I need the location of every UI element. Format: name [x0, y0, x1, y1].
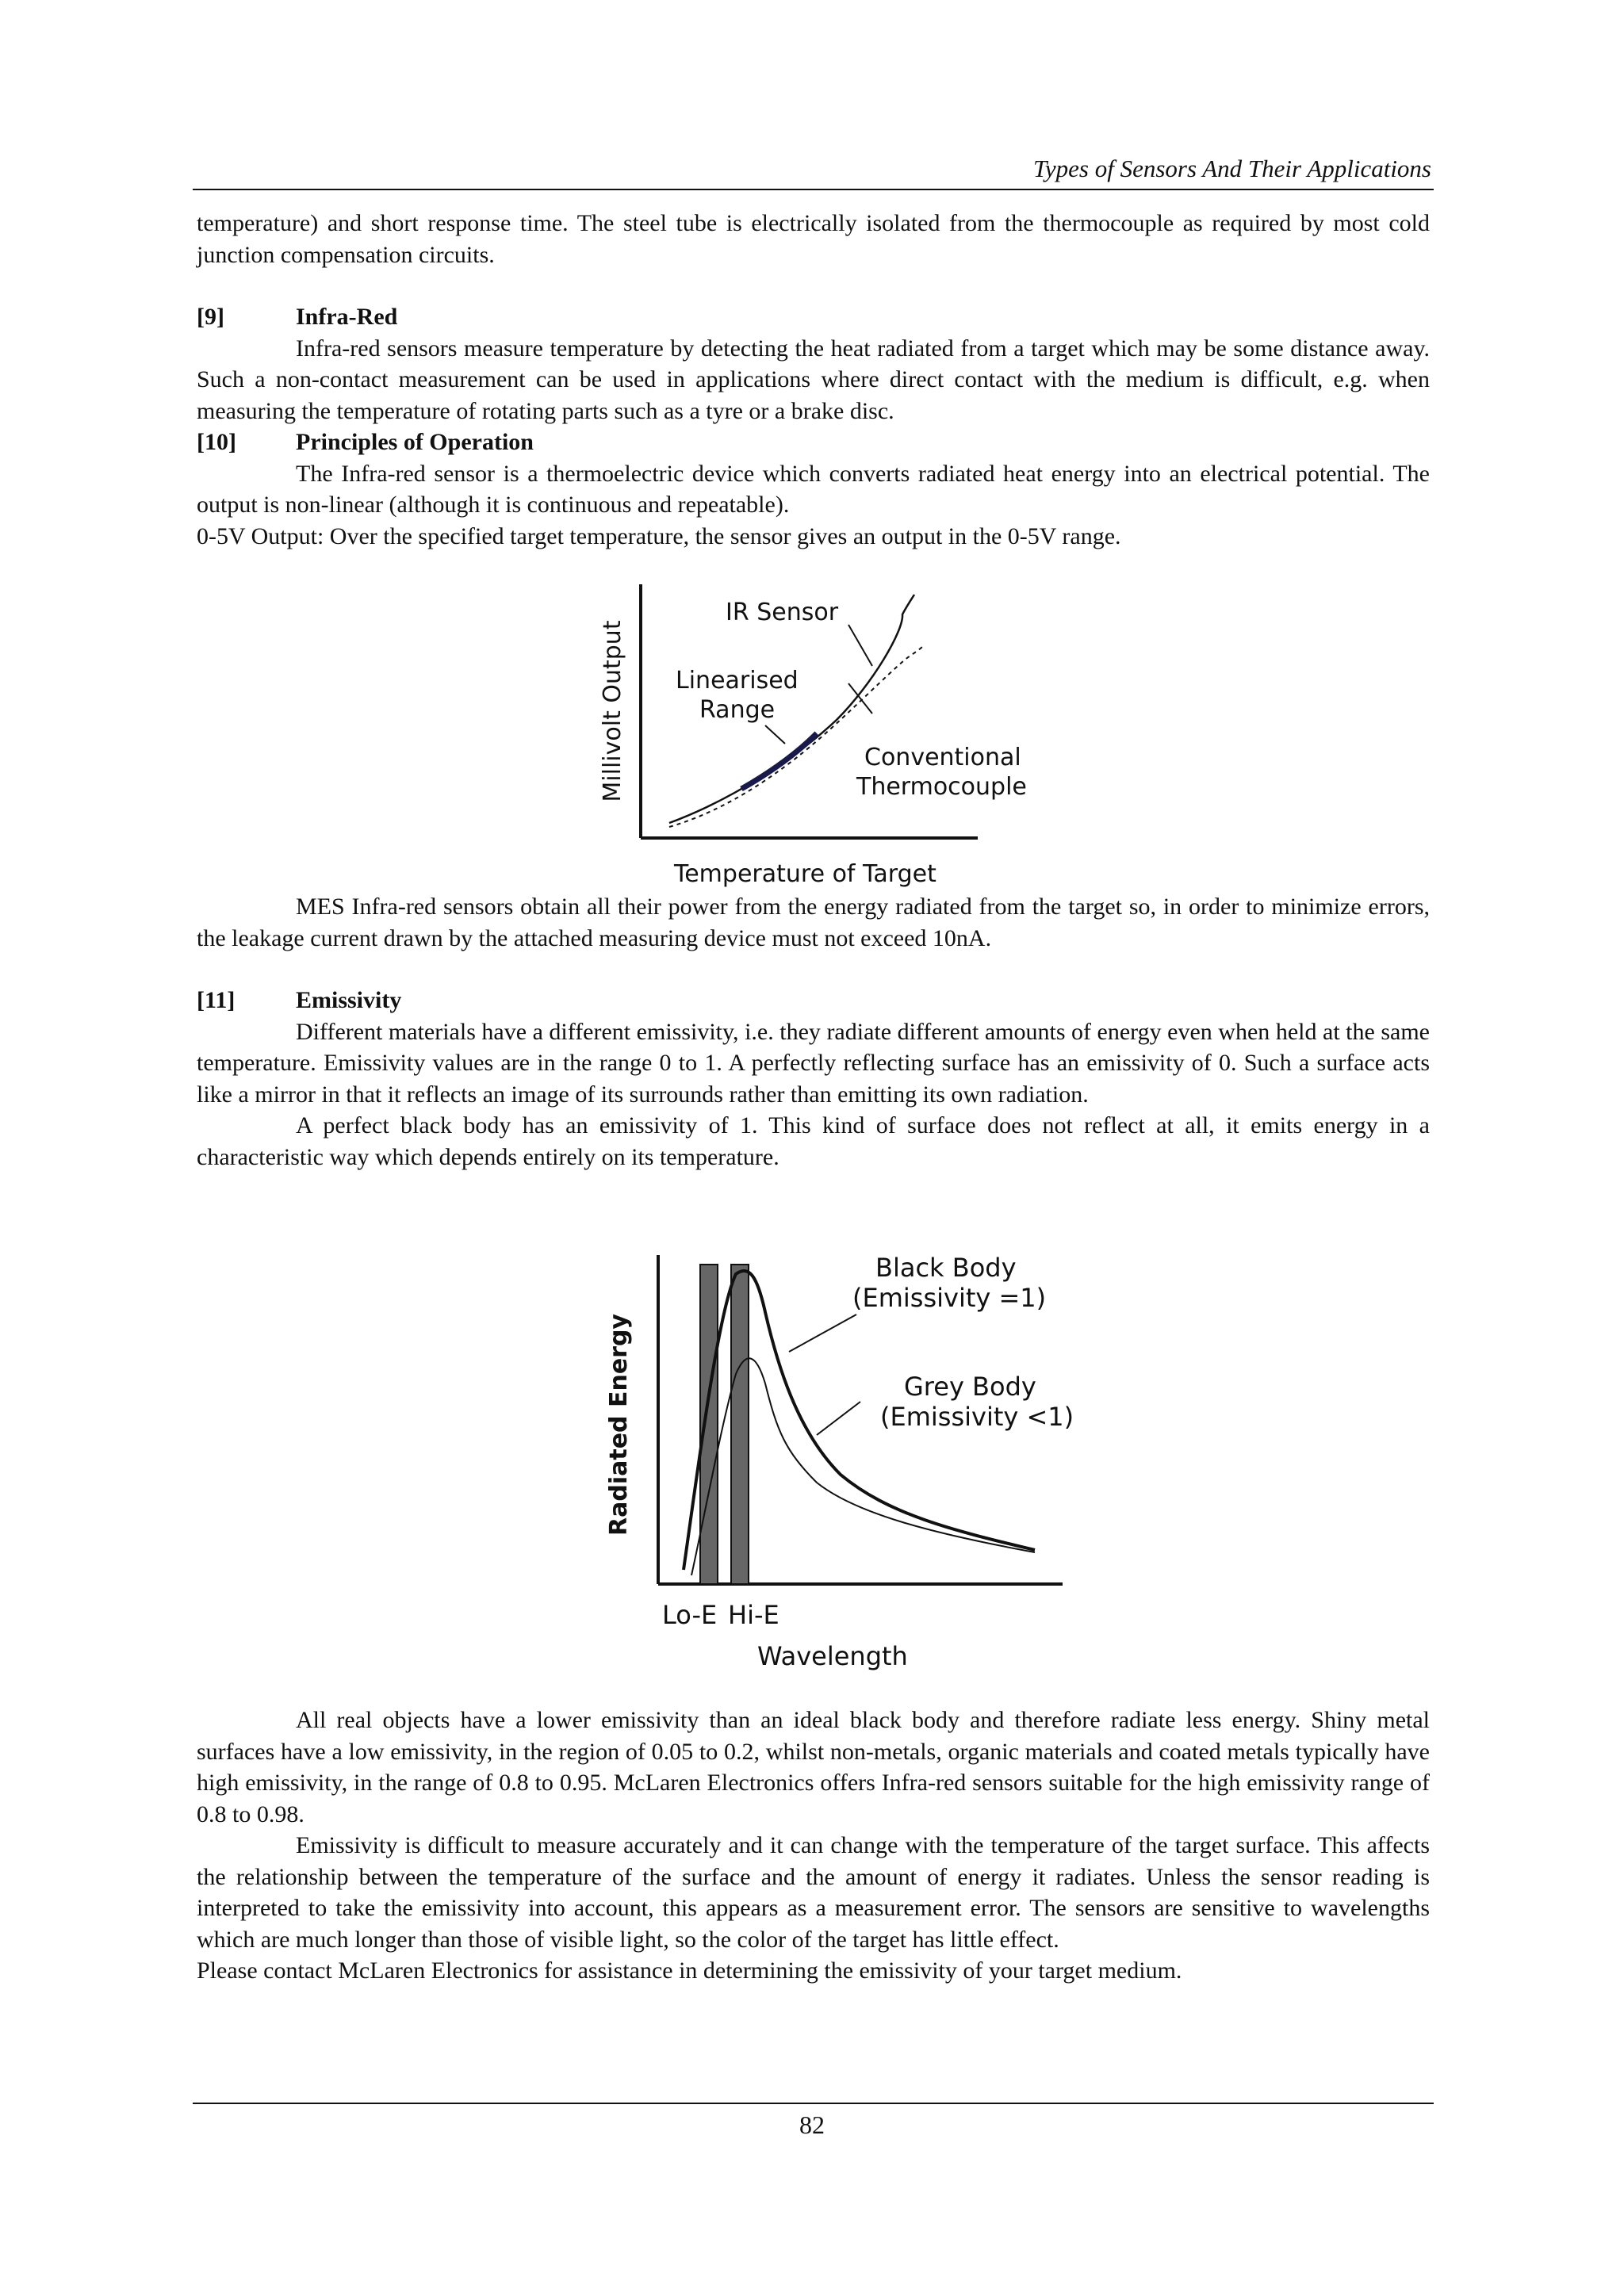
real-objects-paragraph: All real objects have a lower emissivity than an ideal black body and therefore radiate less energy. Shiny metal surfaces have a low emissivity, in the region of 0.05 to 0.2, whilst non-metals, organic materials and coated metals typically have high emissivity, in the range of 0.8 to 0.95. McLaren Electronics offers Infra-red sensors suitable for the high emissivity range of 0.8 to 0.98. [197, 1707, 1430, 1827]
ir-sensor-pointer [848, 625, 872, 666]
linearised-label-line1: Linearised [676, 667, 799, 695]
page-number: 82 [799, 2110, 825, 2139]
contact-line: Please contact McLaren Electronics for assistance in determining the emissivity of your target medium. [197, 1957, 1182, 1984]
conventional-pointer [848, 683, 872, 714]
header-rule [193, 189, 1434, 190]
linearised-range-segment [741, 733, 817, 789]
output-line: 0-5V Output: Over the specified target temperature, the sensor gives an output in the 0-5V range. [197, 522, 1121, 549]
emissivity-body-2: A perfect black body has an emissivity of 1. This kind of surface does not reflect at all, it emits energy in a characteristic way which depends entirely on its temperature. [197, 1112, 1430, 1170]
section-title: Principles of Operation [296, 429, 534, 455]
x-axis-label: Temperature of Target [674, 860, 936, 888]
section-number: [10] [197, 429, 236, 455]
linearised-pointer [765, 725, 785, 744]
footer-rule [193, 2103, 1434, 2104]
y-axis-label: Radiated Energy [605, 1314, 633, 1536]
black-body-label-line2: (Emissivity =1) [852, 1283, 1047, 1313]
section-title: Emissivity [296, 987, 402, 1013]
difficulty-paragraph: Emissivity is difficult to measure accurately and it can change with the temperature of the target surface. This affects the relationship between the temperature of the surface and the amount of energy it radiates. Unless the sensor reading is interpreted to take the emissivity into account, this appears as a measurement error. The sensors are sensitive to wavelengths which are much longer than those of visible light, so the color of the target has little effect. [197, 1832, 1430, 1953]
ir-sensor-label: IR Sensor [726, 599, 839, 626]
conventional-label-line1: Conventional [864, 744, 1021, 771]
conventional-label-line2: Thermocouple [856, 773, 1027, 801]
linearised-label-line2: Range [699, 696, 776, 724]
section-heading-principles [197, 427, 1430, 458]
infrared-body: Infra-red sensors measure temperature by detecting the heat radiated from a target which may be some distance away. Such a non-contact measurement can be used in applications where direct contact with the medium is difficult, e.g. when measuring the temperature of rotating parts such as a tyre or a brake disc. [197, 335, 1430, 424]
y-axis-label: Millivolt Output [599, 620, 626, 802]
section-number: [9] [197, 304, 224, 330]
mes-paragraph: MES Infra-red sensors obtain all their power from the energy radiated from the target so, in order to minimize errors, the leakage current drawn by the attached measuring device must not exceed 10nA. [197, 894, 1430, 951]
text-block-bottom [197, 1705, 1430, 1987]
running-title: Types of Sensors And Their Applications [1032, 155, 1431, 182]
emissivity-body-1: Different materials have a different emissivity, i.e. they radiate different amounts of energy even when held at the same temperature. Emissivity values are in the range 0 to 1. A perfectly reflecting surface has an emissivity of 0. Such a surface acts like a mirror in that it reflects an image of its surrounds rather than emitting its own radiation. [197, 1018, 1430, 1108]
text-block-top [197, 208, 1430, 552]
principles-body: The Infra-red sensor is a thermoelectric device which converts radiated heat energy into an electrical potential. The output is non-linear (although it is continuous and repeatable). [197, 460, 1430, 518]
section-title: Infra-Red [296, 304, 398, 330]
grey-body-label-line2: (Emissivity <1) [880, 1402, 1074, 1432]
text-block-middle [197, 891, 1430, 1173]
grey-body-pointer [817, 1402, 860, 1435]
black-body-label-line1: Black Body [875, 1253, 1017, 1283]
figure-ir-sensor-output [587, 575, 1047, 892]
lo-e-label: Lo-E [662, 1600, 718, 1630]
black-body-pointer [789, 1314, 856, 1352]
x-axis-label: Wavelength [757, 1641, 908, 1671]
intro-continuation: temperature) and short response time. The steel tube is electrically isolated from the thermocouple as required by most cold junction compensation circuits. [197, 210, 1430, 268]
emissivity-diagram [587, 1233, 1094, 1677]
ir-output-diagram [587, 575, 1047, 892]
hi-e-label: Hi-E [728, 1600, 779, 1630]
grey-body-label-line1: Grey Body [904, 1372, 1036, 1402]
section-heading-emissivity [197, 985, 1430, 1016]
section-heading-infrared [197, 301, 1430, 333]
figure-emissivity [587, 1233, 1094, 1677]
hi-e-band [731, 1265, 749, 1584]
section-number: [11] [197, 987, 236, 1013]
